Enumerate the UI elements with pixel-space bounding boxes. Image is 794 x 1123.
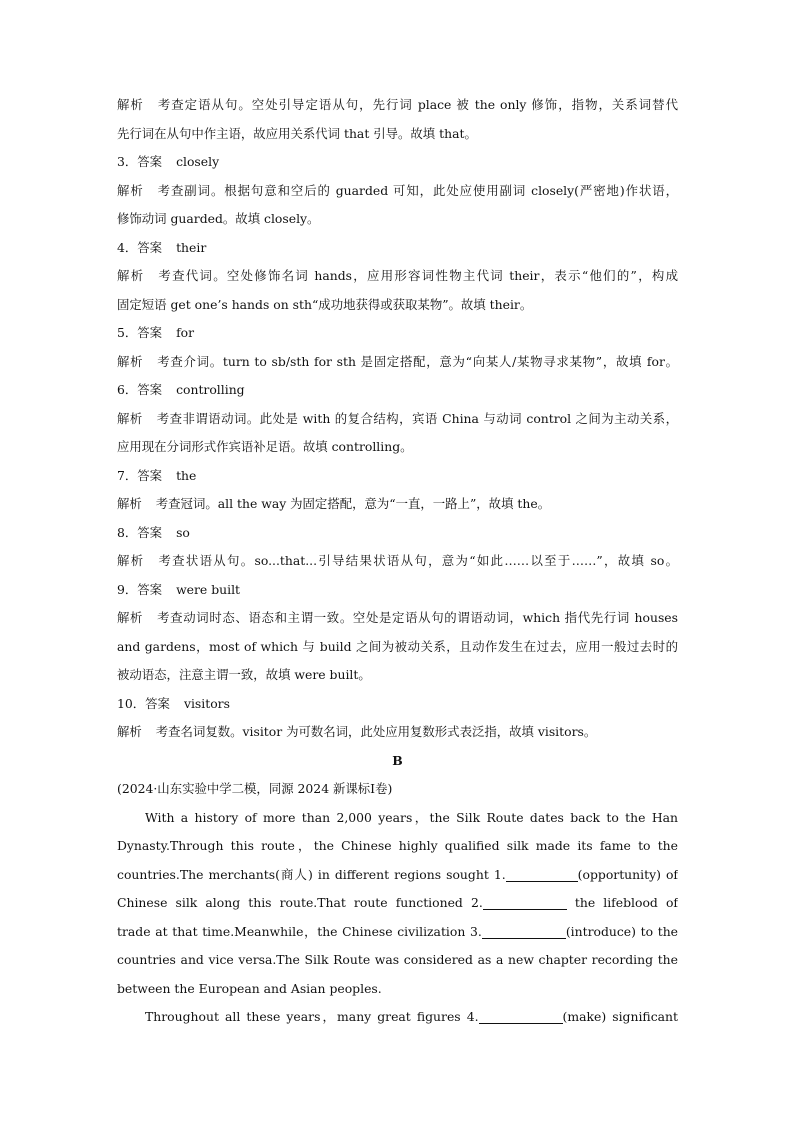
answer-line: 10．答案 visitors — [117, 695, 230, 711]
answer-value: so — [176, 524, 190, 540]
analysis-line: 被动语态，注意主谓一致，故填 were built。 — [117, 667, 371, 682]
answer-line: 8．答案 so — [117, 524, 190, 540]
analysis-line: 解析 考查代词。空处修饰名词 hands，应用形容词性物主代词 their，表示“他们的”，构成 — [117, 268, 678, 283]
analysis-line: 修饰动词 guarded。故填 closely。 — [117, 211, 320, 226]
blank-4 — [479, 1009, 563, 1024]
analysis-line: 固定短语 get one’s hands on sth“成功地获得或获取某物”。故填 their。 — [117, 296, 533, 312]
analysis-line: 解析 考查冠词。all the way 为固定搭配，意为“一直，一路上”，故填 the。 — [117, 496, 551, 511]
answer-value: the — [176, 467, 197, 483]
analysis-line: 应用现在分词形式作宾语补足语。故填 controlling。 — [117, 439, 413, 454]
section-source: (2024·山东实验中学二模，同源 2024 新课标Ⅰ卷) — [117, 781, 393, 796]
passage-line: trade at that time.Meanwhile，the Chinese civilization 3. (introduce) to the — [117, 923, 678, 939]
answer-value: for — [176, 325, 195, 340]
blank-3 — [482, 924, 566, 939]
answer-content — [117, 91, 678, 1032]
analysis-line: 解析 考查动词时态、语态和主谓一致。空处是定语从句的谓语动词，which 指代先行词 houses — [117, 610, 678, 625]
blank-2 — [483, 895, 567, 910]
answer-value: visitors — [183, 695, 230, 711]
passage — [117, 804, 678, 1032]
analysis-line: 解析 考查名词复数。visitor 为可数名词，此处应用复数形式表泛指，故填 visitors。 — [117, 724, 597, 739]
analysis-label: 解析 — [117, 97, 144, 112]
passage-line: Throughout all these years，many great figures 4. (make) significant — [145, 1009, 678, 1024]
answer-line: 7．答案 the — [117, 467, 197, 483]
passage-line: between the European and Asian peoples. — [117, 980, 382, 996]
answer-line: 5．答案 for — [117, 325, 195, 340]
section-heading: B — [392, 752, 403, 768]
answer-line: 3．答案 closely — [117, 154, 220, 169]
answer-line: 6．答案 controlling — [117, 382, 245, 397]
passage-line: countries and vice versa.The Silk Route was considered as a new chapter recording the — [117, 952, 678, 967]
analysis-line: 解析 考查非谓语动词。此处是 with 的复合结构，宾语 China 与动词 control 之间为主动关系， — [117, 410, 678, 426]
answer-value: their — [176, 239, 207, 255]
passage-line: Dynasty.Through this route，the Chinese highly qualified silk made its fame to the — [117, 838, 678, 853]
analysis-line: 解析 考查介词。turn to sb/sth for sth 是固定搭配，意为“向某人/某物寻求某物”，故填 for。 — [117, 353, 678, 369]
analysis-line: 先行词在从句中作主语，故应用关系代词 that 引导。故填 that。 — [117, 125, 477, 141]
analysis-line: and gardens，most of which 与 build 之间为被动关系，且动作发生在过去，应用一般过去时的 — [117, 638, 678, 654]
passage-line: countries.The merchants(商人) in different regions sought 1. (opportunity) of — [117, 866, 678, 882]
answer-line: 9．答案 were built — [117, 581, 241, 597]
analysis-line: 解析 考查定语从句。空处引导定语从句，先行词 place 被 the only 修饰，指物，关系词替代 — [117, 97, 678, 112]
passage-line: With a history of more than 2,000 years，the Silk Route dates back to the Han — [145, 809, 678, 825]
answer-value: closely — [176, 154, 220, 169]
answer-value: were built — [176, 581, 241, 597]
analysis-line: 解析 考查状语从句。so...that...引导结果状语从句，意为“如此……以至于……”，故填 so。 — [117, 553, 678, 568]
answer-value: controlling — [176, 382, 245, 397]
analysis-line: 解析 考查副词。根据句意和空后的 guarded 可知，此处应使用副词 closely(严密地)作状语， — [117, 182, 678, 198]
blank-1 — [506, 867, 578, 882]
answer-line: 4．答案 their — [117, 239, 207, 255]
passage-line: Chinese silk along this route.That route functioned 2. the lifeblood of — [117, 895, 678, 910]
